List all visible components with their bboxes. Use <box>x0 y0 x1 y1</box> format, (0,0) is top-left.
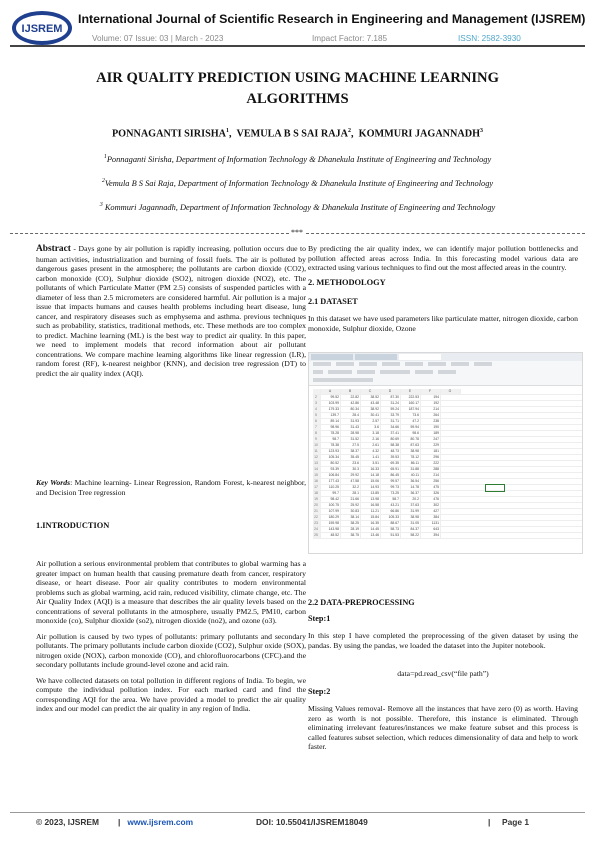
column-header: C <box>361 389 381 394</box>
table-cell: 23.6 <box>341 461 361 466</box>
author-name: PONNAGANTI SIRISHA <box>111 128 227 140</box>
table-cell: 16.58 <box>361 503 381 508</box>
keywords-label: Key Words <box>36 478 71 487</box>
table-cell: 38.37 <box>341 449 361 454</box>
table-cell: 86.11 <box>401 461 421 466</box>
table-cell: 13.85 <box>361 491 381 496</box>
table-row: 13 80.52 23.6 3.51 69.35 86.11 222 <box>313 461 582 467</box>
table-row: 5 139.7 28.4 30.41 33.79 73.6 264 <box>313 413 582 419</box>
table-cell: 38.98 <box>401 449 421 454</box>
table-cell: 1.41 <box>361 455 381 460</box>
table-cell: 78.38 <box>321 443 341 448</box>
table-cell: 28.98 <box>341 431 361 436</box>
abstract-text: - Days gone by air pollution is rapidly increasing, pollution occurs due to human activities, industrialization and burning of fossil fuels. The air is polluted by dangerous gases present in the atmosphere; the pollutants are carbon dioxide (CO2), carbon monoxide (CO), Sulphur dioxide (SO2), nitrogen dioxide (NO2), etc. The pollutants of which Particulate Matter (PM 2.5) consists of suspended particles with a diameter of less than 2.5 micrometers are considered harmful. Air pollution is a major issue that impacts humans and causes health problems including heart disease, lung cancer, and respiratory diseases such as emphysema and asthma. previous techniques such as probability, statistics, traditional methods, etc. These methods are too complex to predict. Machine learning (ML) is the best way to predict air quality. In this paper, we need to implement models that record information about air pollutant concentrations. We compare machine learning algorithms like linear regression (LR), random forest (RF), k-nearest neighbor (KNN), and decision tree regression (DT) to predict the air quality index (AQI). <box>36 244 306 378</box>
table-cell: 31.43 <box>341 425 361 430</box>
table-cell: 87.63 <box>401 443 421 448</box>
table-cell: 58.73 <box>381 527 401 532</box>
column-header: A <box>321 389 341 394</box>
issn: ISSN: 2582-3930 <box>458 34 521 43</box>
table-cell: 16.35 <box>361 521 381 526</box>
table-cell: 264 <box>421 413 441 418</box>
table-row: 3 103.99 42.86 43.48 31.24 160.17 192 <box>313 401 582 407</box>
table-cell: 3.51 <box>361 461 381 466</box>
table-cell: 58.7 <box>381 497 401 502</box>
table-cell: 190 <box>421 425 441 430</box>
author-name: VEMULA B S SAI RAJA <box>236 128 348 140</box>
table-cell: 31.99 <box>401 509 421 514</box>
table-cell: 229 <box>421 443 441 448</box>
table-cell: 123.93 <box>321 449 341 454</box>
table-cell: 14.45 <box>361 527 381 532</box>
table-cell: 110.25 <box>321 485 341 490</box>
table-cell: 43.48 <box>361 401 381 406</box>
table-cell: 247 <box>421 437 441 442</box>
table-cell: 180.29 <box>321 515 341 520</box>
table-cell: 78.12 <box>401 455 421 460</box>
table-cell: 69.35 <box>381 461 401 466</box>
spreadsheet-tabs <box>309 353 582 361</box>
step-1-text: In this step I have completed the preprocessing of the given dataset by using the pandas. By using the pandas, we loaded the dataset into the Jupiter notebook. <box>308 631 578 650</box>
table-cell: 1131 <box>421 521 441 526</box>
divider-stars: *** <box>291 228 303 237</box>
affiliation-1: $^1$Ponnaganti Sirisha, Department of Information Technology & Dhanekula Institute of Engineering and Technology <box>103 154 492 164</box>
svg-text:IJSREM: IJSREM <box>21 23 63 35</box>
step-2-label: Step:2 <box>308 687 331 696</box>
table-cell: 214 <box>421 407 441 412</box>
table-cell: 13.46 <box>361 533 381 538</box>
paper-title: AIR QUALITY PREDICTION USING MACHINE LEARNING ALGORITHMS <box>96 70 499 107</box>
table-cell: 238 <box>421 419 441 424</box>
table-cell: 256 <box>421 479 441 484</box>
table-cell: 99.57 <box>381 479 401 484</box>
volume-issue: Volume: 07 Issue: 03 | March - 2023 <box>92 34 224 43</box>
affiliation-2: $^2$Vemula B S Sai Raja, Department of Information Technology & Dhanekula Institute of Engineering and Technology <box>101 178 494 188</box>
table-cell: 73.25 <box>381 491 401 496</box>
table-cell: 34.66 <box>381 425 401 430</box>
column-header: B <box>341 389 361 394</box>
table-cell: 59.24 <box>381 407 401 412</box>
table-cell: 30.41 <box>361 413 381 418</box>
table-cell: 80.34 <box>341 407 361 412</box>
section-heading-introduction: 1.INTRODUCTION <box>36 521 110 530</box>
table-cell: 38.25 <box>341 521 361 526</box>
footer-page: | Page 1 <box>488 817 529 827</box>
table-cell: 30.3 <box>341 467 361 472</box>
table-cell: 88.67 <box>381 521 401 526</box>
table-row: 7 98.96 31.43 3.6 34.66 59.94 190 <box>313 425 582 431</box>
impact-factor: Impact Factor: 7.185 <box>312 34 388 43</box>
table-cell: 31.05 <box>401 521 421 526</box>
table-cell: 99.52 <box>321 395 341 400</box>
table-cell: 78.28 <box>321 431 341 436</box>
table-cell: 192 <box>421 401 441 406</box>
selected-cell <box>485 484 505 492</box>
column-header: F <box>421 389 441 394</box>
table-row: 12 105.34 35.45 1.41 39.53 78.12 296 <box>313 455 582 461</box>
subsection-heading-dataset: 2.1 DATASET <box>308 297 358 306</box>
table-cell: 100.75 <box>321 503 341 508</box>
table-cell: 48.52 <box>321 533 341 538</box>
table-cell: 181 <box>421 449 441 454</box>
header-rule <box>10 45 585 47</box>
column-header: D <box>381 389 401 394</box>
table-cell: 58.22 <box>401 533 421 538</box>
table-cell: 160.17 <box>401 401 421 406</box>
table-cell: 31.52 <box>341 437 361 442</box>
table-row: 11 123.93 38.37 4.32 48.73 38.98 181 <box>313 449 582 455</box>
table-cell: 179.33 <box>321 407 341 412</box>
footer-rule <box>10 812 585 813</box>
table-cell: 427 <box>421 509 441 514</box>
column-header: E <box>401 389 421 394</box>
table-cell: 14.78 <box>401 485 421 490</box>
table-cell: 40.11 <box>401 473 421 478</box>
abstract <box>36 244 306 384</box>
intro-continued: By predicting the air quality index, we can identify major pollution bottlenecks and pollution affected areas across India. In this forecasting model various data are extracted using various techniques to find out the most affected areas in the country. <box>308 244 578 272</box>
table-cell: 28.19 <box>341 527 361 532</box>
table-cell: 14.93 <box>361 485 381 490</box>
table-cell: 187.94 <box>401 407 421 412</box>
table-cell: 21.66 <box>341 497 361 502</box>
table-cell: 73.6 <box>401 413 421 418</box>
table-cell: 98.7 <box>321 437 341 442</box>
journal-logo <box>10 8 74 48</box>
table-cell: 394 <box>421 533 441 538</box>
table-cell: 37.41 <box>381 431 401 436</box>
table-cell: 48.73 <box>381 449 401 454</box>
table-cell: 99.73 <box>381 485 401 490</box>
table-cell: 15.06 <box>361 479 381 484</box>
table-row: 22 180.29 38.14 15.84 105.33 38.98 384 <box>313 515 582 521</box>
table-cell: 58.38 <box>381 443 401 448</box>
table-cell: 16.33 <box>361 467 381 472</box>
table-cell: 302 <box>421 503 441 508</box>
table-cell: 139.7 <box>321 413 341 418</box>
table-cell: 4.32 <box>361 449 381 454</box>
table-row: 2 99.52 22.82 38.52 87.30 222.53 194 <box>313 395 582 401</box>
table-cell: 38.14 <box>341 515 361 520</box>
table-cell: 31.88 <box>401 467 421 472</box>
table-cell: 2.57 <box>361 419 381 424</box>
introduction-body <box>36 559 306 720</box>
table-cell: 36.54 <box>401 479 421 484</box>
table-cell: 103.99 <box>321 401 341 406</box>
table-cell: 14.18 <box>361 473 381 478</box>
table-cell: 27.5 <box>341 443 361 448</box>
code-line: data=pd.read_csv(“file path”) <box>397 669 489 678</box>
table-cell: 288 <box>421 467 441 472</box>
paragraph: We have collected datasets on total pollution in different regions of India. To begin, we compute the individual pollution index. For each marked card and find the corresponding AQI for the area. We have provided a model to predict the air quality index and our model can predict the air quality in any region of India. <box>36 675 306 713</box>
table-cell: 47.58 <box>341 479 361 484</box>
table-row: 6 89.14 31.93 2.57 31.71 47.2 238 <box>313 419 582 425</box>
author-name: KOMMURI JAGANNADH <box>358 128 481 140</box>
keywords-text: : Machine learning- Linear Regression, Random Forest, k-nearest neighbor, and Decision Tree regression <box>36 478 306 497</box>
table-cell: 28.4 <box>341 413 361 418</box>
table-cell: 31.24 <box>381 401 401 406</box>
journal-link[interactable]: www.ijsrem.com <box>127 817 194 827</box>
table-row: 23 159.98 38.25 16.35 88.67 31.05 1131 <box>313 521 582 527</box>
table-row: 15 106.84 29.92 14.18 86.45 40.11 214 <box>313 473 582 479</box>
spreadsheet-ribbon <box>309 361 582 386</box>
table-row: 10 78.38 27.5 2.61 58.38 87.63 229 <box>313 443 582 449</box>
paragraph: Air pollution is caused by two types of pollutants: primary pollutants and secondary pollutants. The primary pollutants include carbon dioxide (CO2), Sulphur oxide (SOX), nitrogen oxide (NOX), carbon monoxide (CO), and chlorofluorocarbons (CFC).and the secondary pollutants include ground-level ozone and acid rain. <box>36 631 306 669</box>
table-cell: 47.2 <box>401 419 421 424</box>
table-cell: 107.99 <box>321 509 341 514</box>
footer-doi: DOI: 10.55041/IJSREM18049 <box>256 817 368 827</box>
table-cell: 13.98 <box>361 497 381 502</box>
dataset-text: In this dataset we have used parameters like particulate matter, nitrogen dioxide, carbon monoxide, Sulphur dioxide, Ozone <box>308 314 578 333</box>
table-cell: 296 <box>421 455 441 460</box>
table-cell: 28.1 <box>341 491 361 496</box>
table-cell: 3.6 <box>361 425 381 430</box>
column-header: G <box>441 389 461 394</box>
table-cell: 89.14 <box>321 419 341 424</box>
keywords <box>36 478 306 503</box>
step-1-label: Step:1 <box>308 614 331 623</box>
spreadsheet-grid <box>313 389 582 539</box>
table-row: 21 107.99 30.83 11.21 66.86 31.99 427 <box>313 509 582 515</box>
table-cell: 38.92 <box>361 407 381 412</box>
section-heading-methodology: 2. METHODOLOGY <box>308 278 386 287</box>
journal-title: International Journal of Scientific Research in Engineering and Management (IJSREM) <box>78 12 586 26</box>
table-cell: 98.6 <box>401 431 421 436</box>
table-row: 4 179.33 80.34 38.92 59.24 187.94 214 <box>313 407 582 413</box>
table-cell: 93.39 <box>321 467 341 472</box>
table-cell: 643 <box>421 527 441 532</box>
dataset-screenshot <box>308 352 583 554</box>
table-cell: 476 <box>421 497 441 502</box>
table-cell: 36.37 <box>401 491 421 496</box>
footer-copyright: © 2023, IJSREM <box>36 817 99 827</box>
table-row: 24 143.98 28.19 14.45 58.73 84.37 643 <box>313 527 582 533</box>
table-row: 9 98.7 31.52 2.16 80.69 80.78 247 <box>313 437 582 443</box>
table-cell: 38.52 <box>361 395 381 400</box>
table-cell: 2.61 <box>361 443 381 448</box>
table-cell: 189 <box>421 431 441 436</box>
table-cell: 59.94 <box>401 425 421 430</box>
table-cell: 20.2 <box>401 497 421 502</box>
table-cell: 51.53 <box>381 533 401 538</box>
step-2-text: Missing Values removal- Remove all the instances that have zero (0) as worth. Having zero as worth is not possible. Therefore, this instance is eliminated. Through eliminating irrelevant features/instances we make feature subset and this process is called features subset selection, which reduces dimensionality of data and help to work faster. <box>308 704 578 751</box>
table-cell: 80.78 <box>401 437 421 442</box>
table-cell: 2.16 <box>361 437 381 442</box>
table-cell: 31.71 <box>381 419 401 424</box>
table-row: 17 110.25 32.2 14.93 99.73 14.78 475 <box>313 485 582 491</box>
table-cell: 214 <box>421 473 441 478</box>
table-cell: 65.91 <box>381 467 401 472</box>
author-list: PONNAGANTI SIRISHA$^1$, VEMULA B S SAI RAJA$^2$, KOMMURI JAGANNADH$^3$ <box>111 128 484 140</box>
table-cell: 37.63 <box>401 503 421 508</box>
table-cell: 99.7 <box>321 491 341 496</box>
table-cell: 22.82 <box>341 395 361 400</box>
table-cell: 30.83 <box>341 509 361 514</box>
table-cell: 159.98 <box>321 521 341 526</box>
table-cell: 32.2 <box>341 485 361 490</box>
table-row: 14 93.39 30.3 16.33 65.91 31.88 288 <box>313 467 582 473</box>
subsection-heading-preprocessing: 2.2 DATA-PREPROCESSING <box>308 598 415 607</box>
table-row: 8 78.28 28.98 3.18 37.41 98.6 189 <box>313 431 582 437</box>
table-cell: 194 <box>421 395 441 400</box>
table-cell: 42.86 <box>341 401 361 406</box>
table-cell: 80.52 <box>321 461 341 466</box>
table-row: 19 98.42 21.66 13.98 58.7 20.2 476 <box>313 497 582 503</box>
table-cell: 222.53 <box>401 395 421 400</box>
table-cell: 38.75 <box>341 533 361 538</box>
abstract-label: Abstract <box>36 244 71 254</box>
table-row: 18 99.7 28.1 13.85 73.25 36.37 326 <box>313 491 582 497</box>
table-row: 25 48.52 38.75 13.46 51.53 58.22 394 <box>313 533 582 539</box>
table-cell: 43.21 <box>381 503 401 508</box>
table-cell: 35.45 <box>341 455 361 460</box>
table-cell: 66.86 <box>381 509 401 514</box>
table-cell: 31.93 <box>341 419 361 424</box>
table-cell: 475 <box>421 485 441 490</box>
table-cell: 143.98 <box>321 527 341 532</box>
table-cell: 15.84 <box>361 515 381 520</box>
table-cell: 3.18 <box>361 431 381 436</box>
table-cell: 11.21 <box>361 509 381 514</box>
table-cell: 326 <box>421 491 441 496</box>
table-cell: 222 <box>421 461 441 466</box>
table-cell: 25.92 <box>341 503 361 508</box>
table-cell: 384 <box>421 515 441 520</box>
table-cell: 33.79 <box>381 413 401 418</box>
table-cell: 105.34 <box>321 455 341 460</box>
table-cell: 80.69 <box>381 437 401 442</box>
table-cell: 86.45 <box>381 473 401 478</box>
table-cell: 106.84 <box>321 473 341 478</box>
paragraph: Air pollution a serious environmental problem that contributes to global warming has a greater impact on human health that causing premature death from cancer, respiratory disease, or heart disease. Poor air quality contributes to modern environmental problems such as global warming, acid rain, reduced visibility, climate change, etc. The Air Quality Index (AQI) is a measure that describes the air quality levels based on the concentrations of several pollutants in the atmosphere, usually PM2.5, PM10, carbon monoxide (co), Sulphur dioxide (so2), nitrogen dioxide (no2), and ozone (o3). <box>36 559 306 625</box>
affiliation-3: $^3$ Kommuri Jagannadh, Department of Information Technology & Dhanekula Institute of Engineering and Technology <box>99 202 496 212</box>
table-cell: 98.42 <box>321 497 341 502</box>
table-cell: 29.92 <box>341 473 361 478</box>
table-row: 16 177.43 47.58 15.06 99.57 36.54 256 <box>313 479 582 485</box>
table-cell: 105.33 <box>381 515 401 520</box>
table-cell: 98.96 <box>321 425 341 430</box>
table-cell: 87.30 <box>381 395 401 400</box>
table-cell: 177.43 <box>321 479 341 484</box>
footer-url[interactable]: | www.ijsrem.com <box>118 817 194 827</box>
table-cell: 39.53 <box>381 455 401 460</box>
table-cell: 84.37 <box>401 527 421 532</box>
table-row: 20 100.75 25.92 16.58 43.21 37.63 302 <box>313 503 582 509</box>
table-cell: 38.98 <box>401 515 421 520</box>
